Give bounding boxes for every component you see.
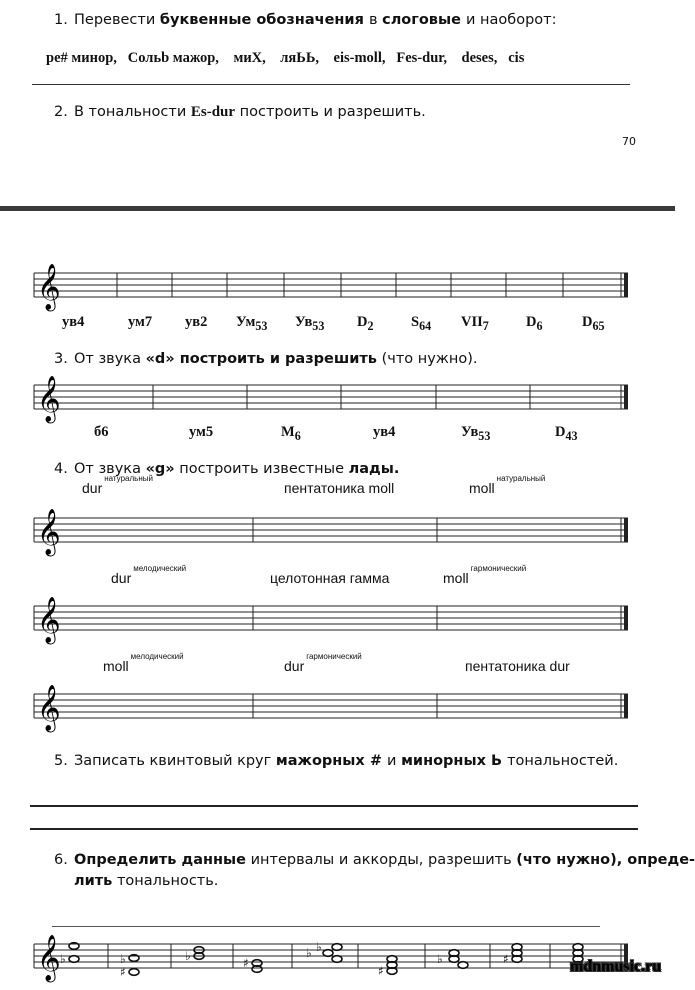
task-2-heading: 2. В тональности Es-dur построить и разрешить. [54,104,426,120]
task-6-heading-cont: лить тональность. [74,873,219,889]
staff-4 [0,593,675,653]
staff-5 [0,681,675,741]
sharp-icon: ♯ [243,956,249,970]
answer-line [32,84,630,85]
chord-label: $S_{64}$ [411,314,432,333]
mode-label: пентатоника moll [284,480,395,496]
page-divider [0,206,675,211]
staff-1 [0,256,675,316]
interval-label: ув4 [373,424,396,440]
task-6-heading: 6. Определить данные интервалы и аккорды, разрешить (что нужно), опреде- [54,852,695,868]
flat-icon: ♭ [306,946,312,960]
chord-label: $Ум_{53}$ [236,314,268,333]
chord-label: $D_2$ [357,314,374,333]
treble-clef-icon: 𝄞 [37,376,61,422]
interval-label: ум7 [128,314,153,330]
chord-label: $Ув_{53}$ [461,424,491,443]
treble-clef-icon: 𝄞 [37,264,61,310]
staff-2 [0,370,675,430]
page-number: 70 [622,135,636,148]
chord-label: $D_6$ [526,314,543,333]
interval-label: $М_6$ [281,424,301,443]
flat-icon: ♭ [60,952,66,966]
interval-label: ум5 [189,424,214,440]
sharp-icon: ♯ [378,964,384,978]
task-1-heading: 1. Перевести буквенные обозначения в слоговые и наоборот: [54,12,557,28]
mode-label: dur$^{мелодический}$ [111,564,187,586]
note-head [332,956,342,963]
chord-label: $VII_7$ [461,314,489,333]
task-1-items: ре# минор, Сольb мажор, миХ, ляЬЬ, eis-moll, Fes-dur, deses, cis [46,50,525,66]
chord-label: $D_{43}$ [555,424,578,443]
interval-label: ув4 [62,314,85,330]
flat-icon: ♭ [120,952,126,966]
flat-icon: ♭ [185,949,191,963]
treble-clef-icon: 𝄞 [37,935,61,981]
flat-icon: ♭ [316,940,322,954]
chord-label: $Ув_{53}$ [295,314,325,333]
interval-label: б6 [94,424,109,440]
chord-label: $D_{65}$ [582,314,605,333]
answer-line [52,926,600,927]
note-head [129,969,139,976]
flat-icon: ♭ [437,952,443,966]
treble-clef-icon: 𝄞 [37,597,61,643]
treble-clef-icon: 𝄞 [37,685,61,731]
note-head [323,950,333,957]
mode-label: dur$^{натуральный}$ [82,474,153,496]
task-4-heading: 4. От звука «g» построить известные лады. [54,461,400,477]
mode-label: moll$^{мелодический}$ [103,652,184,674]
task-3-heading: 3. От звука «d» построить и разрешить (что нужно). [54,351,478,367]
interval-label: ув2 [185,314,208,330]
treble-clef-icon: 𝄞 [37,509,61,555]
note-head [69,956,79,963]
note-head [332,944,342,951]
mode-label: moll$^{гармонический}$ [443,564,527,586]
mode-label: dur$^{гармонический}$ [284,652,362,674]
mode-label: пентатоника dur [465,658,570,674]
task-5-heading: 5. Записать квинтовый круг мажорных # и минорных Ь тональностей. [54,753,619,769]
mode-label: moll$^{натуральный}$ [469,474,546,496]
sharp-icon: ♯ [120,965,126,979]
answer-line [30,805,638,807]
staff-3 [0,505,675,565]
mode-label: целотонная гамма [270,570,390,586]
note-head [458,962,468,969]
answer-line [30,828,638,830]
watermark: mdnmusic.ru [570,958,662,975]
sharp-icon: ♯ [503,952,509,966]
staff-6 [0,930,675,990]
